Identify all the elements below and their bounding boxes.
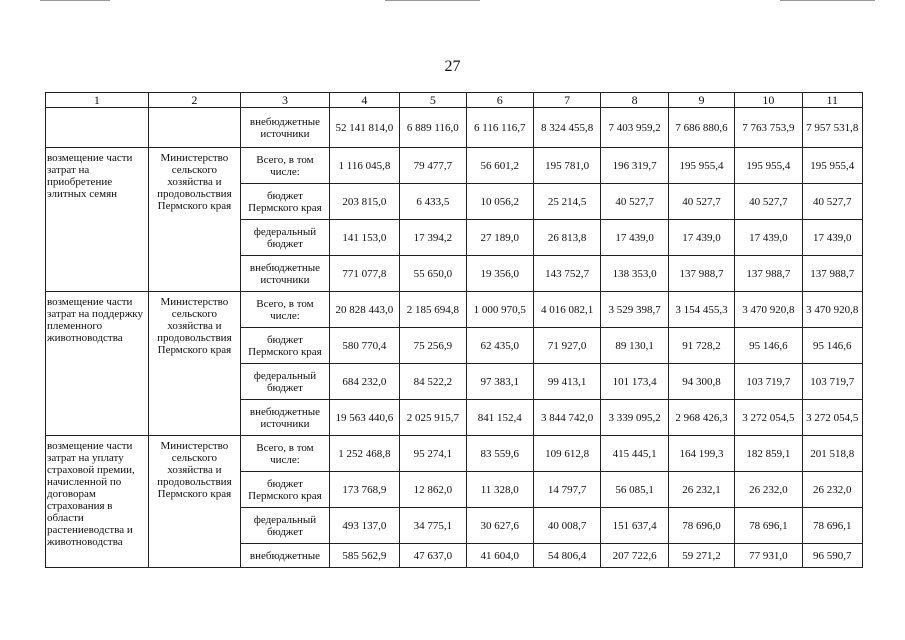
value-cell: 6 889 116,0 [400,108,466,148]
value-cell: 55 650,0 [400,256,466,292]
carry-over-row [46,108,863,148]
value-cell: 78 696,1 [802,508,862,544]
value-cell: 7 763 753,9 [735,108,802,148]
value-cell: 89 130,1 [601,328,668,364]
source-cell: федеральный бюджет [241,364,330,400]
source-cell: внебюджетные [241,544,330,568]
ministry-cell-empty [148,108,241,148]
value-cell: 47 637,0 [400,544,466,568]
value-cell: 41 604,0 [466,544,533,568]
value-cell: 78 696,0 [668,508,734,544]
header-cell: 2 [148,93,241,108]
source-cell: Всего, в том числе: [241,148,330,184]
value-cell: 6 433,5 [400,184,466,220]
header-cell: 4 [329,93,399,108]
value-cell: 164 199,3 [668,436,734,472]
value-cell: 52 141 814,0 [329,108,399,148]
ministry-cell: Министерство сельского хозяйства и продовольствия Пермского края [148,436,241,568]
value-cell: 34 775,1 [400,508,466,544]
value-cell: 97 383,1 [466,364,533,400]
value-cell: 59 271,2 [668,544,734,568]
value-cell: 1 000 970,5 [466,292,533,328]
value-cell: 78 696,1 [735,508,802,544]
ministry-cell: Министерство сельского хозяйства и продовольствия Пермского края [148,292,241,436]
scan-edge-line-left [40,0,110,1]
value-cell: 20 828 443,0 [329,292,399,328]
value-cell: 77 931,0 [735,544,802,568]
measure-cell-empty [46,108,149,148]
value-cell: 17 394,2 [400,220,466,256]
value-cell: 17 439,0 [735,220,802,256]
value-cell: 40 527,7 [802,184,862,220]
value-cell: 62 435,0 [466,328,533,364]
value-cell: 203 815,0 [329,184,399,220]
scan-edge-line-mid [385,0,480,1]
source-cell: бюджет Пермского края [241,472,330,508]
source-cell: Всего, в том числе: [241,292,330,328]
value-cell: 141 153,0 [329,220,399,256]
value-cell: 103 719,7 [802,364,862,400]
header-cell: 1 [46,93,149,108]
value-cell: 17 439,0 [601,220,668,256]
value-cell: 95 146,6 [802,328,862,364]
header-cell: 9 [668,93,734,108]
value-cell: 2 025 915,7 [400,400,466,436]
header-cell: 6 [466,93,533,108]
value-cell: 12 862,0 [400,472,466,508]
value-cell: 94 300,8 [668,364,734,400]
value-cell: 40 527,7 [735,184,802,220]
value-cell: 19 563 440,6 [329,400,399,436]
scan-edge-line-right [780,0,875,1]
value-cell: 771 077,8 [329,256,399,292]
budget-table [45,92,863,568]
value-cell: 1 116 045,8 [329,148,399,184]
value-cell: 8 324 455,8 [533,108,600,148]
value-cell: 195 781,0 [533,148,600,184]
value-cell: 7 686 880,6 [668,108,734,148]
value-cell: 10 056,2 [466,184,533,220]
value-cell: 1 252 468,8 [329,436,399,472]
value-cell: 196 319,7 [601,148,668,184]
value-cell: 40 008,7 [533,508,600,544]
value-cell: 95 146,6 [735,328,802,364]
value-cell: 195 955,4 [735,148,802,184]
source-cell: внебюджетные источники [241,256,330,292]
value-cell: 101 173,4 [601,364,668,400]
value-cell: 11 328,0 [466,472,533,508]
value-cell: 585 562,9 [329,544,399,568]
value-cell: 91 728,2 [668,328,734,364]
value-cell: 17 439,0 [668,220,734,256]
source-cell: внебюджетные источники [241,400,330,436]
value-cell: 95 274,1 [400,436,466,472]
value-cell: 40 527,7 [601,184,668,220]
value-cell: 195 955,4 [802,148,862,184]
value-cell: 19 356,0 [466,256,533,292]
value-cell: 7 957 531,8 [802,108,862,148]
header-cell: 3 [241,93,330,108]
value-cell: 96 590,7 [802,544,862,568]
value-cell: 79 477,7 [400,148,466,184]
value-cell: 6 116 116,7 [466,108,533,148]
value-cell: 14 797,7 [533,472,600,508]
header-cell: 7 [533,93,600,108]
value-cell: 109 612,8 [533,436,600,472]
value-cell: 684 232,0 [329,364,399,400]
source-cell: внебюджетные источники [241,108,330,148]
value-cell: 56 601,2 [466,148,533,184]
value-cell: 137 988,7 [735,256,802,292]
value-cell: 26 232,0 [735,472,802,508]
measure-cell: возмещение части затрат на приобретение элитных семян [46,148,149,292]
header-cell: 11 [802,93,862,108]
value-cell: 3 154 455,3 [668,292,734,328]
value-cell: 2 968 426,3 [668,400,734,436]
value-cell: 84 522,2 [400,364,466,400]
value-cell: 493 137,0 [329,508,399,544]
value-cell: 17 439,0 [802,220,862,256]
value-cell: 40 527,7 [668,184,734,220]
value-cell: 151 637,4 [601,508,668,544]
value-cell: 83 559,6 [466,436,533,472]
header-cell: 10 [735,93,802,108]
value-cell: 7 403 959,2 [601,108,668,148]
header-cell: 5 [400,93,466,108]
header-cell: 8 [601,93,668,108]
value-cell: 3 529 398,7 [601,292,668,328]
source-cell: федеральный бюджет [241,220,330,256]
value-cell: 182 859,1 [735,436,802,472]
value-cell: 580 770,4 [329,328,399,364]
header-row [46,93,863,108]
value-cell: 3 470 920,8 [802,292,862,328]
value-cell: 2 185 694,8 [400,292,466,328]
value-cell: 3 272 054,5 [735,400,802,436]
value-cell: 26 232,1 [668,472,734,508]
value-cell: 201 518,8 [802,436,862,472]
ministry-cell: Министерство сельского хозяйства и продовольствия Пермского края [148,148,241,292]
value-cell: 26 813,8 [533,220,600,256]
table-row [46,436,863,472]
value-cell: 3 844 742,0 [533,400,600,436]
value-cell: 143 752,7 [533,256,600,292]
value-cell: 75 256,9 [400,328,466,364]
value-cell: 137 988,7 [802,256,862,292]
value-cell: 138 353,0 [601,256,668,292]
value-cell: 137 988,7 [668,256,734,292]
value-cell: 173 768,9 [329,472,399,508]
value-cell: 415 445,1 [601,436,668,472]
source-cell: Всего, в том числе: [241,436,330,472]
source-cell: бюджет Пермского края [241,328,330,364]
table-row [46,292,863,328]
source-cell: бюджет Пермского края [241,184,330,220]
value-cell: 25 214,5 [533,184,600,220]
page-number: 27 [444,58,461,75]
value-cell: 56 085,1 [601,472,668,508]
table-row [46,148,863,184]
measure-cell: возмещение части затрат на поддержку племенного животноводства [46,292,149,436]
value-cell: 30 627,6 [466,508,533,544]
value-cell: 3 470 920,8 [735,292,802,328]
value-cell: 3 339 095,2 [601,400,668,436]
value-cell: 3 272 054,5 [802,400,862,436]
value-cell: 71 927,0 [533,328,600,364]
value-cell: 103 719,7 [735,364,802,400]
value-cell: 54 806,4 [533,544,600,568]
value-cell: 4 016 082,1 [533,292,600,328]
value-cell: 26 232,0 [802,472,862,508]
source-cell: федеральный бюджет [241,508,330,544]
value-cell: 841 152,4 [466,400,533,436]
value-cell: 27 189,0 [466,220,533,256]
value-cell: 195 955,4 [668,148,734,184]
measure-cell: возмещение части затрат на уплату страховой премии, начисленной по договорам страхования в области растениеводства и животноводства [46,436,149,568]
value-cell: 99 413,1 [533,364,600,400]
value-cell: 207 722,6 [601,544,668,568]
